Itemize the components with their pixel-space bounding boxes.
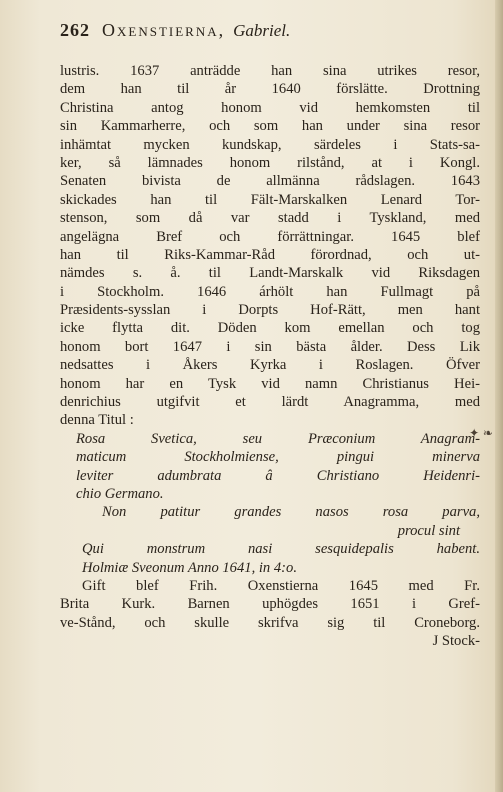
closing-line: Gift blef Frih. Oxenstierna 1645 med Fr.: [82, 577, 480, 594]
text-line: honom har en Tysk vid namn Christianus Hei-: [60, 375, 480, 392]
text-line: Præsidents-sysslan i Dorpts Hof-Rätt, men hant: [60, 302, 480, 319]
verse-line: maticum Stockholmiense, pingui minerva: [76, 449, 480, 466]
text-line: han til Riks-Kammar-Råd förordnad, och ut-: [60, 246, 480, 263]
verse-line: Holmiæ Sveonum Anno 1641, in 4:o.: [82, 559, 297, 576]
catchword: J Stock-: [432, 633, 480, 650]
page-edge: [495, 0, 503, 792]
verse-line: chio Germano.: [76, 485, 164, 502]
verse-line: Qui monstrum nasi sesquidepalis habent.: [82, 541, 480, 558]
text-line: skickades han til Fält-Marskalken Lenard Tor-: [60, 191, 480, 208]
text-line: honom bort 1647 i sin bästa ålder. Dess Lik: [60, 338, 480, 355]
text-line: nämdes s. å. til Landt-Marskalk vid Riksdagen: [60, 265, 480, 282]
text-line: ker, så lämnades honom rilstånd, at i Kongl.: [60, 154, 480, 171]
text-line: nedsattes i Åkers Kyrka i Roslagen. Öfver: [60, 357, 480, 374]
text-line: Christina antog honom vid hemkomsten til: [60, 99, 480, 116]
closing-line: ve-Stånd, och skulle skrifva sig til Croneborg.: [60, 614, 480, 631]
body-text: [60, 62, 480, 651]
text-line: denrichius utgifvit et lärdt Anagramma, med: [60, 394, 480, 411]
ornament-mark: ✦ ❧: [469, 426, 493, 440]
running-head-name: Gabriel.: [233, 21, 291, 40]
text-line: denna Titul :: [60, 412, 134, 429]
text-line: dem han til år 1640 förslätte. Drottning: [60, 81, 480, 98]
page-header: [60, 20, 480, 44]
verse-line: Non patitur grandes nasos rosa parva,: [102, 504, 480, 521]
text-line: icke flytta dit. Döden kom emellan och tog: [60, 320, 480, 337]
text-line: angelägna Bref och förrättningar. 1645 blef: [60, 228, 480, 245]
text-line: i Stockholm. 1646 árhölt han Fullmagt på: [60, 283, 480, 300]
verse-line: Rosa Svetica, seu Præconium Anagram-: [76, 430, 480, 447]
verse-line: leviter adumbrata â Christiano Heidenri-: [76, 467, 480, 484]
text-line: inhämtat mycken kundskap, särdeles i Stats-sa-: [60, 136, 480, 153]
text-line: Senaten bivista de allmänna rådslagen. 1643: [60, 173, 480, 190]
page-number: 262: [60, 20, 90, 40]
text-line: sin Kammarherre, och som han under sina resor: [60, 118, 480, 135]
verse-line: procul sint: [397, 522, 460, 539]
running-head: Oxenstierna,: [102, 20, 226, 40]
text-line: stenson, som då var stadd i Tyskland, med: [60, 210, 480, 227]
closing-line: Brita Kurk. Barnen uphögdes 1651 i Gref-: [60, 596, 480, 613]
text-line: lustris. 1637 anträdde han sina utrikes resor,: [60, 63, 480, 79]
